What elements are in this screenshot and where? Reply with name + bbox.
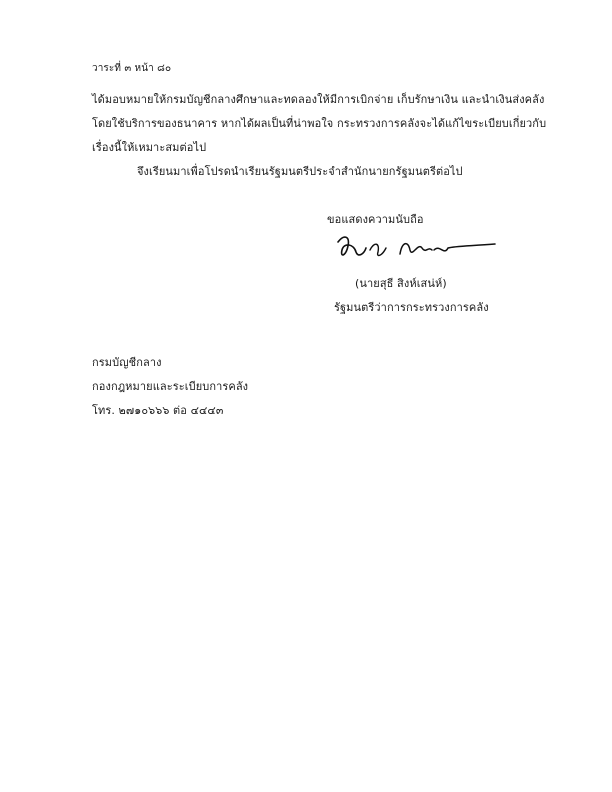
body-line-3: เรื่องนี้ให้เหมาะสมต่อไป [92, 141, 207, 154]
page-reference: วาระที่ ๓ หน้า ๘๐ [92, 63, 172, 74]
signer-name: (นายสุธี สิงห์เสน่ห์) [355, 277, 447, 290]
body-line-2: โดยใช้บริการของธนาคาร หากได้ผลเป็นที่น่าพอใจ กระทรวงการคลังจะได้แก้ไขระเบียบเกี่ยวกับ [92, 117, 547, 130]
handwritten-signature [330, 228, 500, 268]
signer-position: รัฐมนตรีว่าการกระทรวงการคลัง [334, 301, 489, 314]
division-name: กองกฎหมายและระเบียบการคลัง [92, 380, 249, 393]
closing-salutation: ขอแสดงความนับถือ [327, 213, 424, 226]
body-line-1: ได้มอบหมายให้กรมบัญชีกลางศึกษาและทดลองให้มีการเบิกจ่าย เก็บรักษาเงิน และนำเงินส่งคลัง [92, 93, 545, 106]
phone-number: โทร. ๒๗๑๐๖๖๖ ต่อ ๔๔๔๓ [92, 404, 224, 417]
department-name: กรมบัญชีกลาง [92, 356, 162, 369]
request-line: จึงเรียนมาเพื่อโปรดนำเรียนรัฐมนตรีประจำสำนักนายกรัฐมนตรีต่อไป [137, 165, 463, 178]
